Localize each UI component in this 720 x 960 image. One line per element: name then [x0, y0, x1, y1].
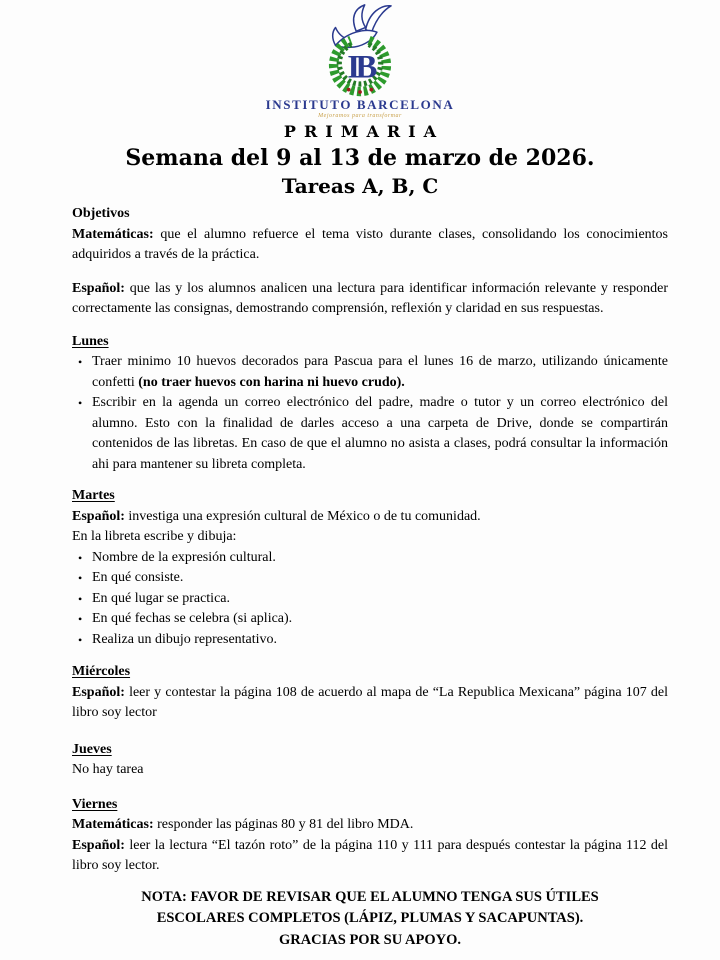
objective-text: que las y los alumnos analicen una lectura para identificar información relevante y responder correctamente las consignas, demostrando comprensión, reflexión y claridad en sus respuestas. [72, 280, 668, 316]
day-heading-lunes: Lunes [72, 333, 109, 349]
day-intro-line [72, 836, 668, 877]
day-heading-miercoles: Miércoles [72, 664, 131, 679]
day-heading-jueves: Jueves [72, 741, 112, 757]
intro-text: investiga una expresión cultural de México o de tu comunidad. [124, 508, 481, 524]
note-line-1: NOTA: FAVOR DE REVISAR QUE EL ALUMNO TENGA SUS ÚTILES [141, 888, 599, 905]
intro-text: No hay tarea [72, 762, 144, 777]
intro-text: responder las páginas 80 y 81 del libro MDA. [153, 817, 414, 832]
task-text: En qué fechas se celebra (si aplica). [92, 611, 293, 626]
task-item [78, 589, 668, 610]
day-heading-martes: Martes [72, 488, 115, 503]
week-title: Semana del 9 al 13 de marzo de 2026. [125, 145, 595, 171]
day-intro-line [72, 683, 668, 724]
task-item [78, 568, 668, 589]
task-list-lunes [72, 352, 668, 475]
task-text: En qué lugar se practica. [92, 590, 230, 606]
day-section-martes [72, 486, 668, 650]
intro-text: leer la lectura “El tazón roto” de la página 110 y 111 para después contestar la página 112 del libro soy lector. [72, 837, 668, 873]
day-intro-line [72, 760, 668, 781]
institute-tagline: Mejoramos para transformar [318, 113, 402, 119]
note-line-2: ESCOLARES COMPLETOS (LÁPIZ, PLUMAS Y SACAPUNTAS). [156, 910, 584, 926]
subject-label-espanol: Español: [72, 837, 125, 853]
task-item [78, 609, 668, 630]
subject-label-espanol: Español: [72, 508, 125, 524]
objectives-section [72, 204, 668, 320]
intro-text: leer y contestar la página 108 de acuerdo al mapa de “La Republica Mexicana” página 107 del libro soy lector [72, 684, 668, 720]
day-heading-viernes: Viernes [72, 796, 118, 812]
objective-espanol [72, 279, 668, 320]
task-list-martes [72, 548, 668, 651]
task-item [78, 393, 668, 475]
task-item [78, 630, 668, 651]
day-section-jueves [72, 740, 668, 781]
note-line-3: GRACIAS POR SU APOYO. [278, 931, 462, 948]
task-item [78, 548, 668, 569]
day-section-viernes [72, 795, 668, 877]
task-text: En qué consiste. [92, 570, 184, 585]
task-text: Traer minimo 10 huevos decorados para Pascua para el lunes 16 de marzo, utilizando únicamente confetti [92, 354, 668, 390]
task-text: Nombre de la expresión cultural. [92, 549, 276, 565]
subject-label-matematicas: Matemáticas: [72, 226, 154, 242]
note-block [72, 887, 668, 952]
day-section-lunes [72, 332, 668, 476]
subject-label-espanol: Español: [72, 280, 125, 296]
program-title: PRIMARIA [283, 122, 445, 141]
day-intro-line [72, 527, 668, 548]
day-section-miercoles [72, 662, 668, 724]
task-item [78, 352, 668, 393]
objective-text: que el alumno refuerce el tema visto durante clases, consolidando los conocimientos adquiridos a través de la práctica. [72, 226, 668, 262]
day-intro-line [72, 815, 668, 836]
logo-emblem [294, 3, 426, 100]
day-intro-line [72, 507, 668, 528]
school-logo [0, 0, 720, 120]
subject-label-espanol: Español: [72, 684, 125, 700]
document-body [72, 204, 668, 951]
objective-matematicas [72, 225, 668, 266]
task-text: Escribir en la agenda un correo electrónico del padre, madre o tutor y un correo electrónico del alumno. Esto con la finalidad de darles acceso a una carpeta de Drive, donde se compartirán contenidos de las libretas. En caso de que el alumno no asista a clases, podrá consultar la información ahi para mantener su libreta completa. [92, 395, 668, 472]
task-bold-note: (no traer huevos con harina ni huevo crudo). [138, 374, 405, 390]
tasks-title: Tareas A, B, C [281, 174, 439, 198]
objectives-heading: Objetivos [72, 206, 130, 221]
subject-label-matematicas: Matemáticas: [72, 817, 154, 832]
task-text: Realiza un dibujo representativo. [92, 631, 278, 647]
institute-name: INSTITUTO BARCELONA [265, 97, 455, 112]
intro-text: En la libreta escribe y dibuja: [72, 529, 237, 544]
ib-monogram: IB [347, 49, 373, 86]
